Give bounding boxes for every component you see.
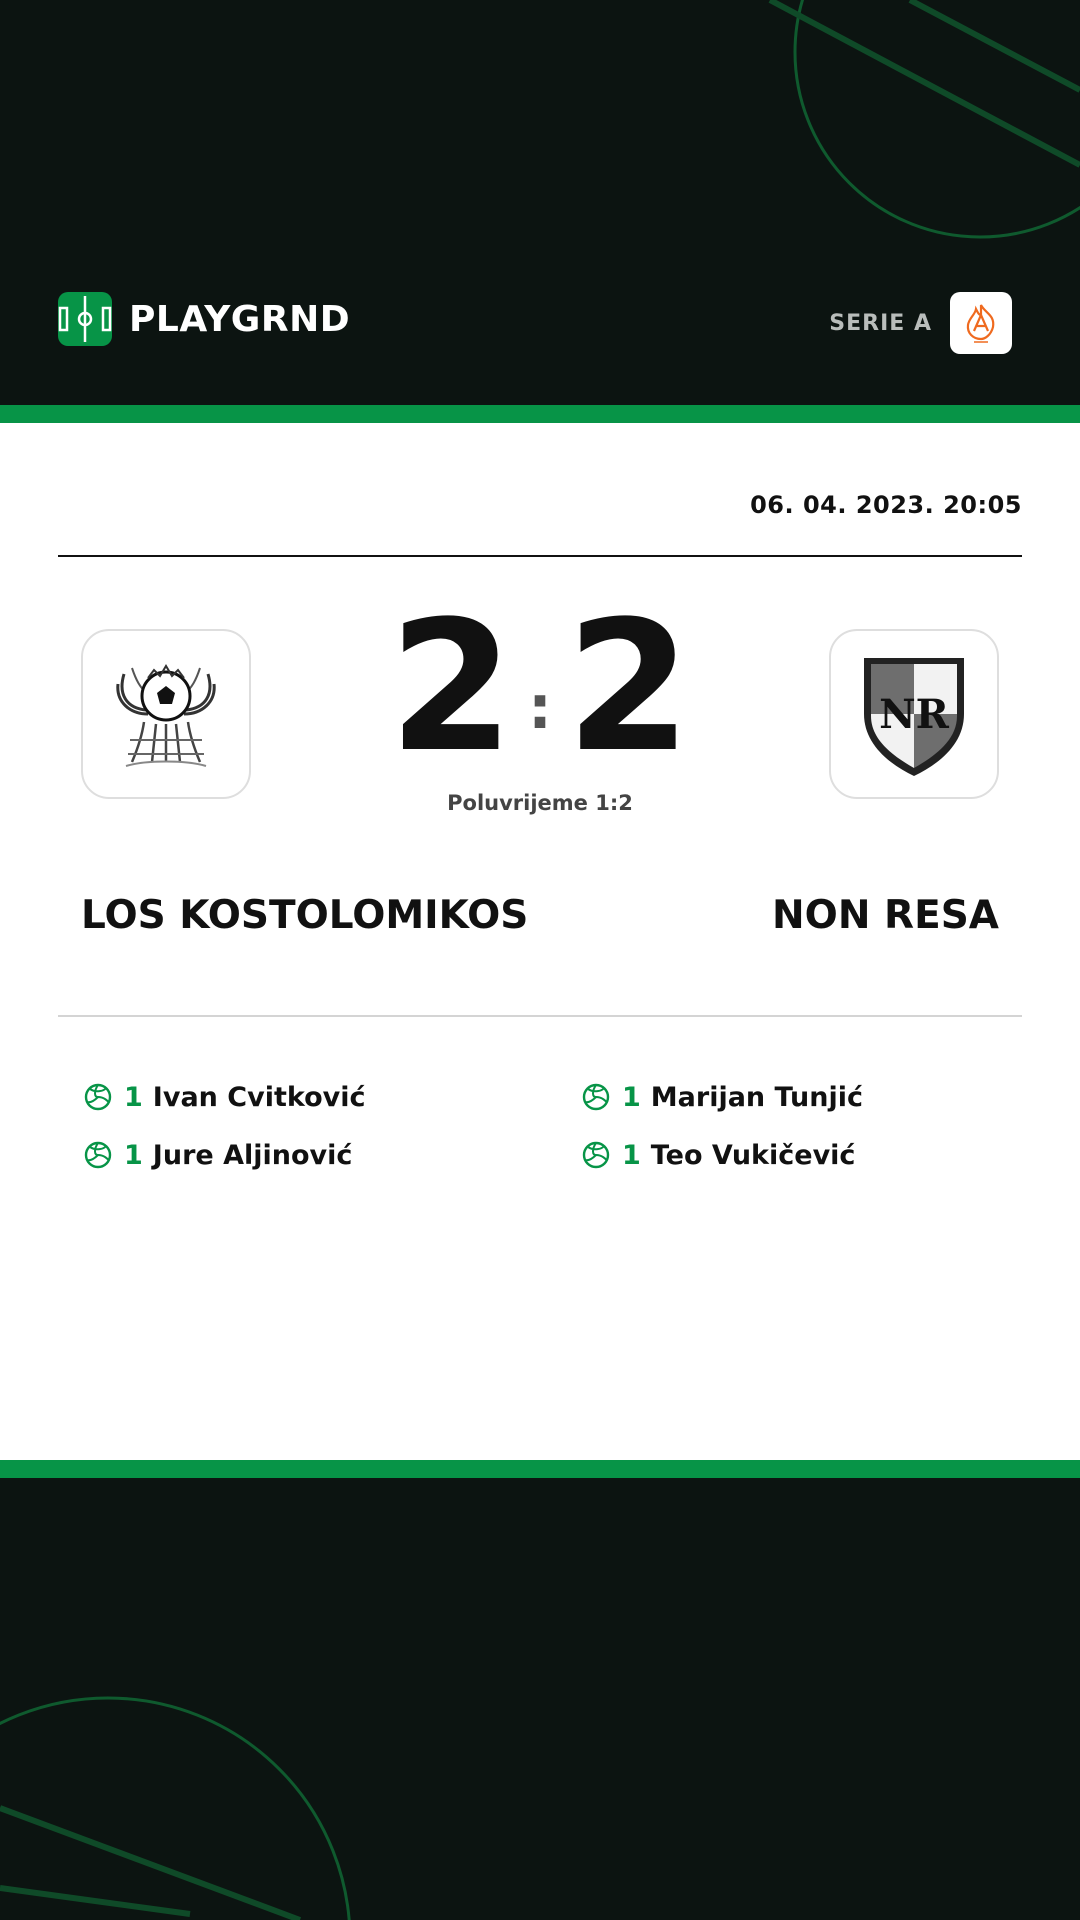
scorer-row [84,1068,504,1126]
divider [58,555,1022,557]
goal-count: 1 [124,1139,143,1171]
goal-count: 1 [622,1139,641,1171]
scorer-row [84,1126,504,1184]
scorer-name: Ivan Cvitković [152,1081,366,1113]
brand [58,292,350,346]
home-scorers-list [84,1068,504,1184]
scoreboard [340,583,740,792]
scorer-name: Teo Vukičević [650,1139,856,1171]
accent-bar-top [0,405,1080,423]
away-score: 2 [566,583,692,792]
home-team-name: LOS KOSTOLOMIKOS [81,893,529,938]
league-info [829,292,1012,354]
home-team-crest [81,629,251,799]
scorer-name: Jure Aljinović [152,1139,353,1171]
league-flame-icon [950,292,1012,354]
away-team-name: NON RESA [772,893,999,938]
header-band [0,0,1080,405]
match-card [0,423,1080,1460]
away-team-crest [829,629,999,799]
halftime-score: Poluvrijeme 1:2 [447,791,633,815]
away-scorers-list [582,1068,1002,1184]
volleyball-icon [84,1083,112,1111]
goal-count: 1 [622,1081,641,1113]
league-name: SERIE A [829,310,932,336]
brand-name: PLAYGRND [129,298,351,340]
pitch-icon [58,292,112,346]
scorer-name: Marijan Tunjić [650,1081,863,1113]
scorer-row [582,1068,1002,1126]
volleyball-icon [84,1141,112,1169]
divider [58,1015,1022,1017]
goal-count: 1 [124,1081,143,1113]
pitch-lines-decoration [0,1478,1080,1920]
score-separator: : [528,673,552,743]
away-crest-monogram: NR [879,691,949,738]
volleyball-icon [582,1141,610,1169]
scorer-row [582,1126,1002,1184]
volleyball-icon [582,1083,610,1111]
accent-bar-bottom [0,1460,1080,1478]
match-datetime: 06. 04. 2023. 20:05 [750,491,1022,519]
home-score: 2 [388,583,514,792]
